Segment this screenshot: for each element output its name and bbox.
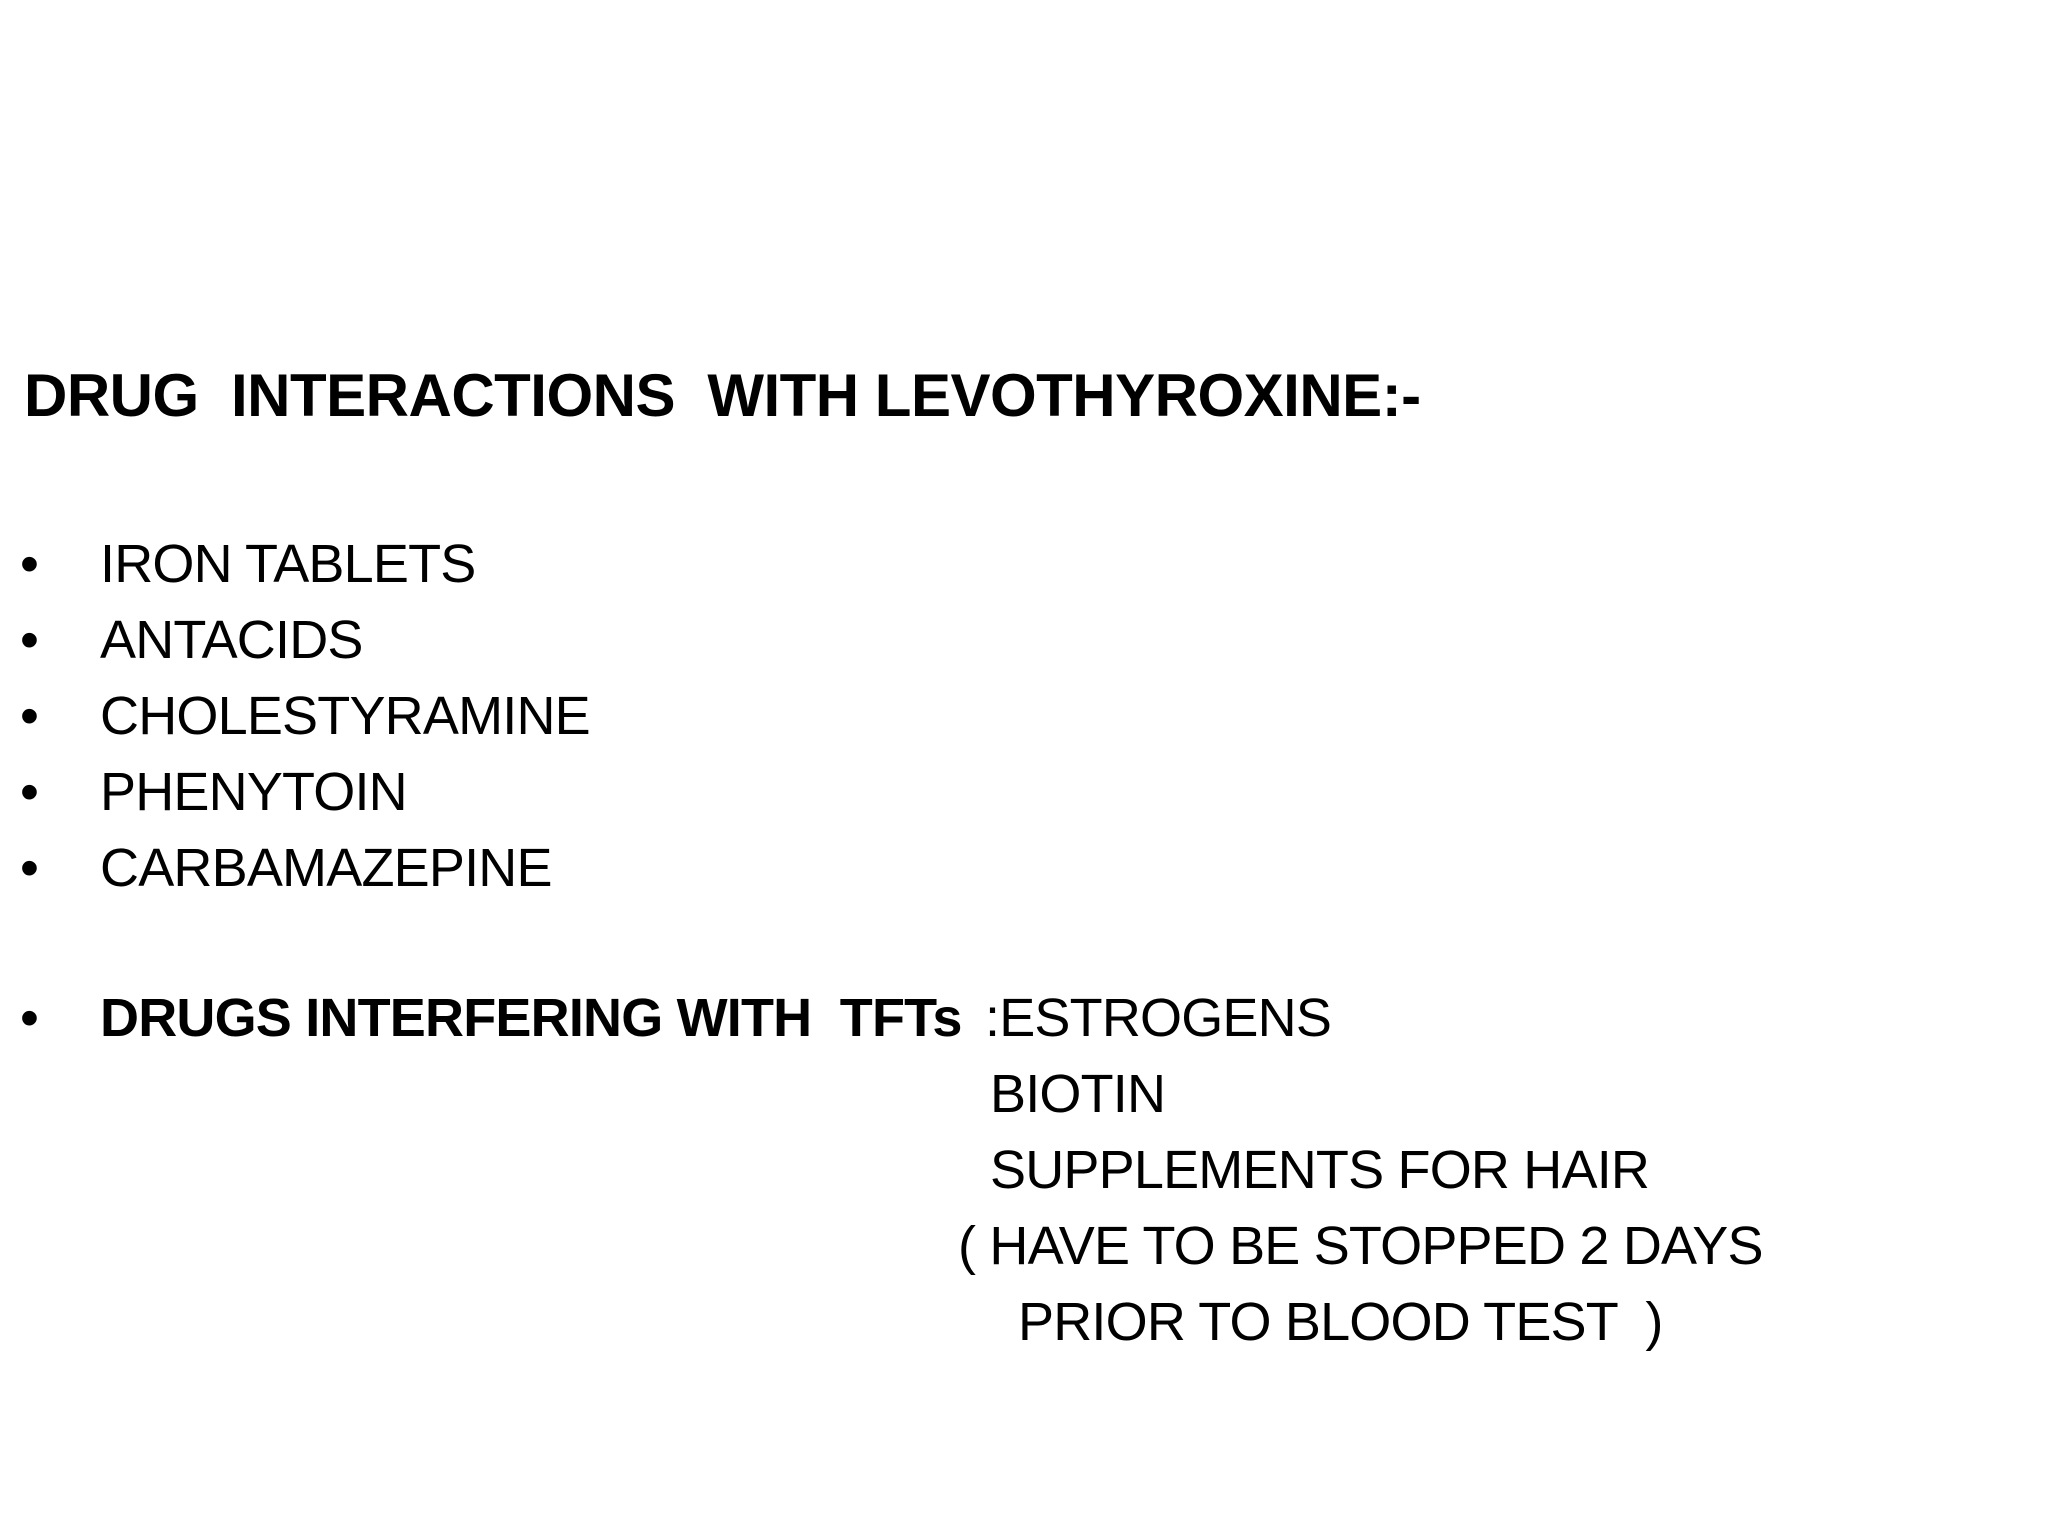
bullet-icon: • (20, 610, 39, 670)
list-item-label: CARBAMAZEPINE (100, 838, 552, 898)
tft-item-hair-supplements: SUPPLEMENTS FOR HAIR (990, 1140, 1650, 1200)
list-item (20, 762, 407, 838)
list-item (20, 838, 552, 914)
slide-title: DRUG INTERACTIONS WITH LEVOTHYROXINE:- (24, 362, 1421, 429)
interaction-list (20, 534, 590, 914)
list-item-label: CHOLESTYRAMINE (100, 686, 590, 746)
tft-item-biotin: BIOTIN (990, 1064, 1166, 1124)
tft-heading: DRUGS INTERFERING WITH TFTs (100, 988, 962, 1048)
bullet-icon: • (20, 686, 39, 746)
bullet-icon: • (20, 988, 39, 1048)
list-item (20, 534, 476, 610)
list-item (20, 610, 363, 686)
bullet-icon: • (20, 534, 39, 594)
bullet-icon: • (20, 762, 39, 822)
list-item (20, 686, 590, 762)
tft-note-line-1: ( HAVE TO BE STOPPED 2 DAYS (958, 1216, 1763, 1276)
tft-note-line-2: PRIOR TO BLOOD TEST ) (1018, 1292, 1663, 1352)
list-item-label: PHENYTOIN (100, 762, 407, 822)
list-item-label: ANTACIDS (100, 610, 363, 670)
list-item-label: IRON TABLETS (100, 534, 476, 594)
tft-item-estrogens: :ESTROGENS (985, 988, 1332, 1048)
bullet-icon: • (20, 838, 39, 898)
tft-bullet (20, 988, 962, 1228)
